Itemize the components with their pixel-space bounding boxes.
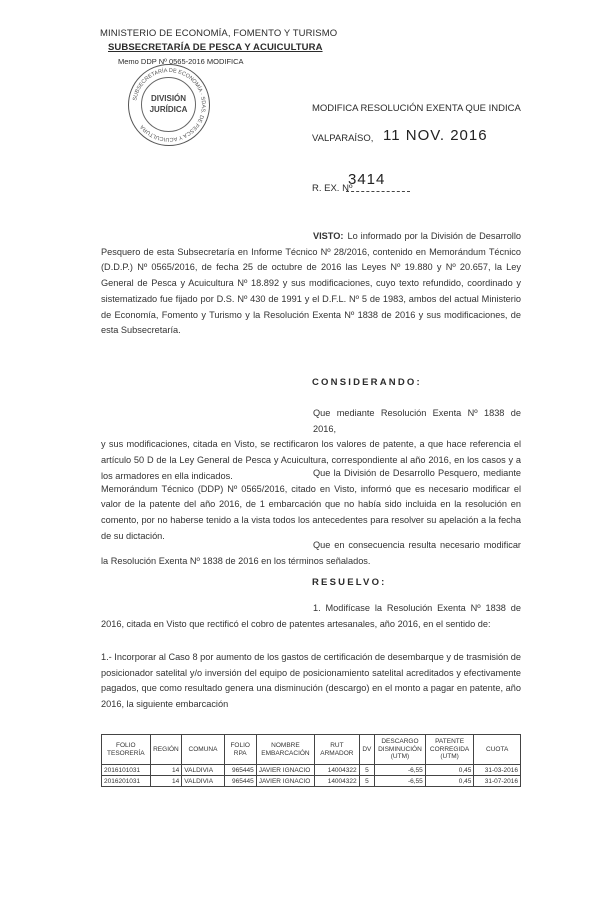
considerando-3-rest: la Resolución Exenta Nº 1838 de 2016 en los términos señalados. (101, 555, 371, 566)
considerando-paragraph-3 (101, 538, 521, 569)
header-region: REGIÓN (150, 735, 182, 765)
cell-comuna: VALDIVIA (182, 776, 224, 787)
cell-rut-armador: 14004322 (315, 776, 359, 787)
stamp-line-2: JURÍDICA (149, 105, 188, 114)
stamp-line-1: DIVISIÓN (150, 94, 187, 103)
cell-folio-rpa: 965445 (224, 765, 256, 776)
table-row (102, 765, 521, 776)
considerando-1-rest: y sus modificaciones, citada en Visto, se rectificaron los valores de patente, a que hace referencia el artículo 50 D de la Ley General de Pesca y Acuicultura, correspondiente al año 2016, en los casos y a los armadores en ella indicados. (101, 439, 521, 481)
header-folio-tesoreria: FOLIO TESORERÍA (102, 735, 151, 765)
resuelvo-heading: RESUELVO: (312, 577, 387, 588)
header-dv: DV (359, 735, 375, 765)
header-descargo: DESCARGO DISMINUCIÓN (UTM) (375, 735, 426, 765)
cell-region: 14 (150, 776, 182, 787)
svg-text:SUBSECRETARÍA DE ECONOMÍA · SD: SUBSECRETARÍA DE ECONOMÍA · SDAS. DE PESCA Y ACUICULTURA (132, 67, 207, 143)
division-juridica-stamp (128, 64, 210, 146)
cell-descargo: -6,55 (375, 776, 426, 787)
embarcacion-table (101, 734, 521, 787)
document-subject: MODIFICA RESOLUCIÓN EXENTA QUE INDICA (312, 103, 521, 114)
cell-cuota: 31-03-2016 (474, 765, 521, 776)
considerando-heading: CONSIDERANDO: (312, 377, 422, 388)
cell-nombre-embarcacion: JAVIER IGNACIO (256, 776, 314, 787)
header-rut-armador: RUT ARMADOR (315, 735, 359, 765)
header-cuota: CUOTA (474, 735, 521, 765)
document-place: VALPARAÍSO, (312, 133, 374, 144)
considerando-paragraph-2 (101, 466, 521, 545)
cell-patente-corregida: 0,45 (425, 765, 474, 776)
cell-comuna: VALDIVIA (182, 765, 224, 776)
document-date: 11 NOV. 2016 (383, 127, 488, 144)
resuelvo-paragraph-1 (101, 601, 521, 632)
rex-number-line (346, 191, 410, 192)
resuelvo-paragraph-2: 1.- Incorporar al Caso 8 por aumento de los gastos de certificación de desembarque y de trasmisión de posicionador satelital y/o inversión del equipo de posicionamiento satelital acreditados y efectivamente pagados, que como resultado genera una disminución (descargo) en el monto a pagar en patente, año 2016, la siguiente embarcación (101, 652, 521, 710)
header-folio-rpa: FOLIO RPA (224, 735, 256, 765)
header-nombre-embarcacion: NOMBRE EMBARCACIÓN (256, 735, 314, 765)
visto-paragraph (101, 229, 521, 339)
considerando-2-rest: Memorándum Técnico (DDP) Nº 0565/2016, citado en Visto, informó que es necesario modificar el valor de la patente del año 2016, de 1 embarcación que no había sido incluida en la resolución en comento, por no haberse tenido a la vista todos los antecedentes para resolver su apelación a la fecha de su dictación. (101, 483, 521, 541)
subsecretaria-name: SUBSECRETARÍA DE PESCA Y ACUICULTURA (108, 42, 323, 53)
cell-region: 14 (150, 765, 182, 776)
considerando-3-line-1: Que en consecuencia resulta necesario modificar (313, 540, 521, 550)
table-row (102, 776, 521, 787)
table-header-row (102, 735, 521, 765)
considerando-2-line-1: Que la División de Desarrollo Pesquero, mediante (313, 468, 521, 478)
resuelvo-1-line-1: 1. Modifícase la Resolución Exenta Nº 1838 de (313, 603, 521, 613)
resuelvo-1-rest: 2016, citada en Visto que rectificó el cobro de patentes artesanales, año 2016, en el sentido de: (101, 618, 491, 629)
considerando-1-line-1: Que mediante Resolución Exenta Nº 1838 de 2016, (313, 408, 521, 434)
rex-number: 3414 (348, 171, 386, 188)
header-patente-corregida: PATENTE CORREGIDA (UTM) (425, 735, 474, 765)
cell-dv: 5 (359, 776, 375, 787)
cell-cuota: 31-07-2016 (474, 776, 521, 787)
memo-reference: Memo DDP Nº 0565-2016 MODIFICA (118, 57, 244, 66)
ministry-name: MINISTERIO DE ECONOMÍA, FOMENTO Y TURISMO (100, 28, 338, 39)
cell-patente-corregida: 0,45 (425, 776, 474, 787)
visto-text: Lo informado por la División de Desarrollo Pesquero de esta Subsecretaría en Informe Técnico Nº 28/2016, contenido en Memorándum Técnico (D.D.P.) Nº 0565/2016, de fecha 25 de octubre de 2016 las Leyes Nº 19.880 y Nº 20.657, la Ley General de Pesca y Acuicultura Nº 18.892 y sus modificaciones, cuyo texto refundido, coordinado y sistematizado fue fijado por D.S. Nº 430 de 1991 y el D.F.L. Nº 5 de 1983, ambos del actual Ministerio de Economía, Fomento y Turismo y la Resolución Exenta Nº 1838 de 2016 y sus modificaciones, de esta Subsecretaría. (101, 231, 521, 336)
cell-dv: 5 (359, 765, 375, 776)
cell-rut-armador: 14004322 (315, 765, 359, 776)
cell-descargo: -6,55 (375, 765, 426, 776)
cell-folio-rpa: 965445 (224, 776, 256, 787)
stamp-inner-circle (141, 77, 196, 132)
header-comuna: COMUNA (182, 735, 224, 765)
cell-folio-tesoreria: 2016201031 (102, 776, 151, 787)
rex-label: R. EX. Nº (312, 183, 353, 194)
visto-label: VISTO: (313, 231, 344, 241)
cell-folio-tesoreria: 2016101031 (102, 765, 151, 776)
cell-nombre-embarcacion: JAVIER IGNACIO (256, 765, 314, 776)
